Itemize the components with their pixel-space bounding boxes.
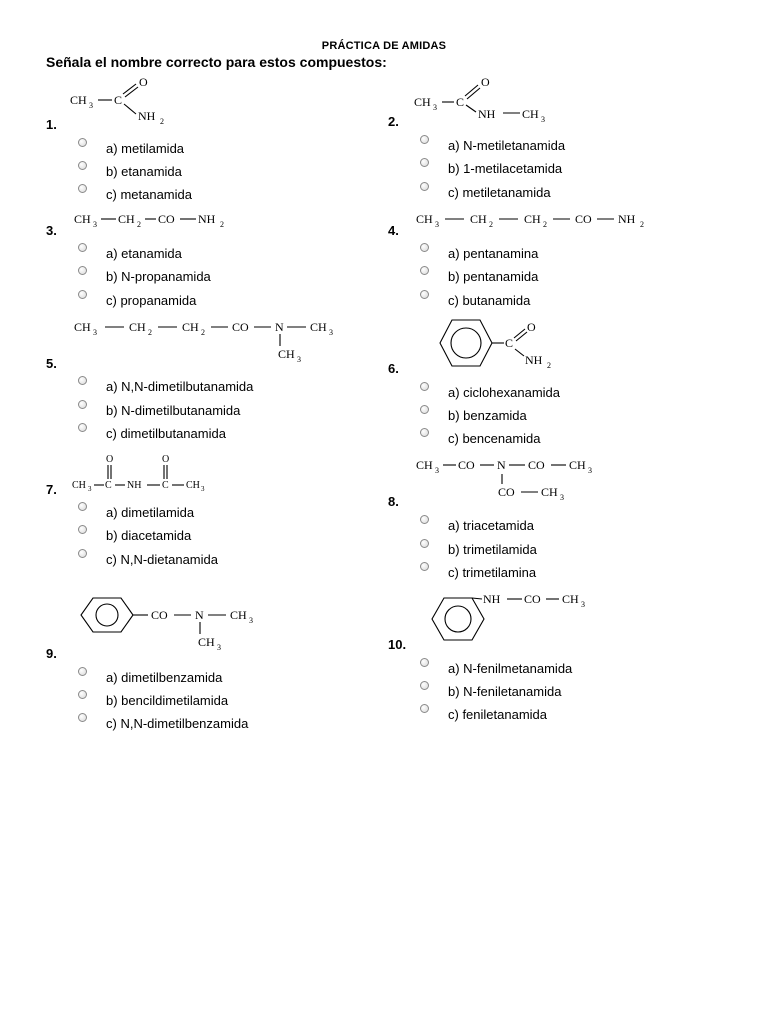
double-bond — [516, 332, 527, 341]
formula-text: NH — [483, 592, 501, 606]
question-number: 1. — [46, 117, 57, 132]
benzene-ring — [81, 598, 133, 632]
formula-text: NH — [478, 107, 496, 121]
formula-3 — [72, 206, 252, 232]
formula-9 — [78, 592, 278, 654]
formula-text: CH — [182, 320, 199, 334]
option-c[interactable] — [78, 423, 378, 443]
formula-text: N — [195, 608, 204, 622]
radio-button[interactable] — [420, 539, 429, 548]
formula-sub: 3 — [435, 466, 439, 475]
option-b[interactable] — [78, 690, 378, 710]
option-label: b) etanamida — [106, 164, 182, 179]
double-bond — [514, 329, 525, 338]
radio-button[interactable] — [78, 423, 87, 432]
bond — [472, 598, 482, 599]
option-label: a) pentanamina — [448, 246, 539, 261]
option-c[interactable] — [420, 290, 720, 310]
bond — [124, 104, 136, 114]
radio-button[interactable] — [420, 182, 429, 191]
benzene-ring — [96, 604, 118, 626]
formula-text: CO — [528, 458, 545, 472]
double-bond — [467, 88, 480, 99]
benzene-ring — [445, 606, 471, 632]
formula-text: CH — [72, 480, 86, 491]
radio-button[interactable] — [78, 376, 87, 385]
option-label: c) propanamida — [106, 293, 197, 308]
formula-sub: 3 — [249, 616, 253, 625]
option-label: a) N-metiletanamida — [448, 138, 566, 153]
option-label: b) trimetilamida — [448, 542, 537, 557]
option-b[interactable] — [78, 266, 378, 286]
option-c[interactable] — [420, 428, 720, 448]
option-a[interactable] — [78, 138, 378, 158]
formula-sub: 3 — [581, 600, 585, 609]
formula-sub: 2 — [137, 220, 141, 229]
radio-button[interactable] — [78, 525, 87, 534]
formula-sub: 3 — [88, 485, 92, 493]
option-label: c) N,N-dietanamida — [106, 552, 218, 567]
formula-text: CH — [569, 458, 586, 472]
question-number: 6. — [388, 361, 399, 376]
question-number: 8. — [388, 494, 399, 509]
formula-text: CH — [230, 608, 247, 622]
option-a[interactable] — [420, 515, 720, 535]
formula-sub: 2 — [220, 220, 224, 229]
option-label: c) bencenamida — [448, 431, 541, 446]
radio-button[interactable] — [420, 135, 429, 144]
radio-button[interactable] — [420, 405, 429, 414]
formula-sub: 3 — [435, 220, 439, 229]
radio-button[interactable] — [78, 161, 87, 170]
double-bond — [123, 84, 136, 94]
formula-sub: 2 — [640, 220, 644, 229]
formula-sub: 3 — [201, 485, 205, 493]
option-label: a) dimetilbenzamida — [106, 670, 223, 685]
formula-sub: 3 — [329, 328, 333, 337]
option-label: c) N,N-dimetilbenzamida — [106, 716, 249, 731]
formula-sub: 3 — [93, 328, 97, 337]
radio-button[interactable] — [78, 502, 87, 511]
formula-text: CH — [74, 212, 91, 226]
formula-sub: 2 — [547, 361, 551, 370]
formula-text: O — [481, 75, 490, 89]
formula-text: CH — [524, 212, 541, 226]
formula-5 — [72, 314, 362, 366]
formula-text: CO — [458, 458, 475, 472]
option-label: a) triacetamida — [448, 518, 534, 533]
radio-button[interactable] — [78, 266, 87, 275]
formula-text: CH — [74, 320, 91, 334]
formula-text: CO — [232, 320, 249, 334]
option-c[interactable] — [78, 713, 378, 733]
formula-text: CO — [151, 608, 168, 622]
formula-text: CO — [498, 485, 515, 499]
formula-text: C — [456, 95, 465, 109]
question-number: 10. — [388, 637, 407, 652]
radio-button[interactable] — [420, 428, 429, 437]
formula-text: C — [114, 93, 123, 107]
radio-button[interactable] — [420, 158, 429, 167]
formula-text: O — [527, 320, 536, 334]
formula-text: NH — [127, 480, 142, 491]
option-label: a) N,N-dimetilbutanamida — [106, 379, 254, 394]
option-label: b) 1-metilacetamida — [448, 161, 563, 176]
question-number: 2. — [388, 114, 399, 129]
formula-text: O — [106, 454, 114, 465]
radio-button[interactable] — [78, 400, 87, 409]
formula-text: NH — [525, 353, 543, 367]
bond — [515, 349, 524, 356]
formula-sub: 3 — [217, 643, 221, 652]
option-b[interactable] — [420, 681, 720, 701]
radio-button[interactable] — [420, 266, 429, 275]
radio-button[interactable] — [78, 290, 87, 299]
option-c[interactable] — [420, 182, 720, 202]
formula-sub: 3 — [588, 466, 592, 475]
formula-text: NH — [138, 109, 156, 123]
radio-button[interactable] — [78, 184, 87, 193]
radio-button[interactable] — [420, 681, 429, 690]
option-label: c) feniletanamida — [448, 707, 547, 722]
radio-button[interactable] — [420, 562, 429, 571]
radio-button[interactable] — [78, 138, 87, 147]
bond — [466, 105, 476, 112]
option-a[interactable] — [420, 243, 720, 263]
option-c[interactable] — [420, 704, 720, 724]
formula-text: CH — [278, 347, 295, 361]
formula-text: CH — [541, 485, 558, 499]
option-b[interactable] — [420, 266, 720, 286]
formula-sub: 2 — [489, 220, 493, 229]
formula-text: C — [105, 480, 112, 491]
option-c[interactable] — [420, 562, 720, 582]
formula-6 — [416, 314, 566, 374]
radio-button[interactable] — [78, 713, 87, 722]
formula-sub: 3 — [560, 493, 564, 502]
formula-sub: 3 — [433, 103, 437, 112]
formula-text: CH — [414, 95, 431, 109]
radio-button[interactable] — [78, 690, 87, 699]
option-a[interactable] — [420, 135, 720, 155]
question-number: 7. — [46, 482, 57, 497]
formula-text: CH — [186, 480, 200, 491]
option-c[interactable] — [78, 290, 378, 310]
option-a[interactable] — [78, 667, 378, 687]
formula-text: CH — [416, 458, 433, 472]
option-label: c) metiletanamida — [448, 185, 551, 200]
formula-1 — [68, 74, 188, 130]
option-label: a) metilamida — [106, 141, 185, 156]
option-a[interactable] — [420, 382, 720, 402]
option-b[interactable] — [420, 405, 720, 425]
formula-text: CH — [118, 212, 135, 226]
option-label: a) ciclohexanamida — [448, 385, 561, 400]
option-label: b) N-dimetilbutanamida — [106, 403, 241, 418]
radio-button[interactable] — [420, 243, 429, 252]
formula-text: O — [162, 454, 170, 465]
formula-text: C — [505, 336, 514, 350]
option-b[interactable] — [420, 539, 720, 559]
option-label: b) pentanamida — [448, 269, 539, 284]
page-title: PRÁCTICA DE AMIDAS — [321, 40, 447, 52]
option-a[interactable] — [420, 658, 720, 678]
option-c[interactable] — [78, 549, 378, 569]
option-label: b) N-feniletanamida — [448, 684, 562, 699]
formula-text: C — [162, 480, 169, 491]
formula-sub: 3 — [297, 355, 301, 364]
option-b[interactable] — [78, 525, 378, 545]
option-label: c) trimetilamina — [448, 565, 537, 580]
option-label: a) etanamida — [106, 246, 182, 261]
formula-text: CH — [198, 635, 215, 649]
option-a[interactable] — [78, 502, 378, 522]
formula-text: N — [497, 458, 506, 472]
formula-sub: 2 — [148, 328, 152, 337]
option-c[interactable] — [78, 184, 378, 204]
formula-sub: 3 — [93, 220, 97, 229]
formula-text: NH — [618, 212, 636, 226]
radio-button[interactable] — [420, 382, 429, 391]
formula-text: O — [139, 75, 148, 89]
formula-10 — [426, 586, 616, 646]
formula-text: CO — [575, 212, 592, 226]
option-label: c) butanamida — [448, 293, 531, 308]
option-label: c) metanamida — [106, 187, 192, 202]
benzene-ring — [440, 320, 492, 366]
formula-8 — [414, 452, 614, 504]
radio-button[interactable] — [420, 290, 429, 299]
formula-text: CH — [522, 107, 539, 121]
question-number: 9. — [46, 646, 57, 661]
option-label: a) N-fenilmetanamida — [448, 661, 573, 676]
radio-button[interactable] — [420, 658, 429, 667]
option-label: b) benzamida — [448, 408, 527, 423]
formula-7 — [70, 452, 220, 496]
option-b[interactable] — [78, 161, 378, 181]
formula-text: CO — [524, 592, 541, 606]
option-label: a) dimetilamida — [106, 505, 195, 520]
formula-text: CO — [158, 212, 175, 226]
option-label: b) bencildimetilamida — [106, 693, 229, 708]
formula-sub: 2 — [201, 328, 205, 337]
formula-sub: 2 — [543, 220, 547, 229]
formula-4 — [414, 206, 664, 232]
formula-text: CH — [310, 320, 327, 334]
formula-sub: 2 — [160, 117, 164, 126]
option-a[interactable] — [78, 243, 378, 263]
double-bond — [125, 87, 138, 97]
formula-sub: 3 — [89, 101, 93, 110]
radio-button[interactable] — [78, 243, 87, 252]
formula-2 — [412, 72, 582, 122]
option-label: b) N-propanamida — [106, 269, 211, 284]
benzene-ring — [432, 598, 484, 640]
radio-button[interactable] — [78, 667, 87, 676]
formula-text: CH — [129, 320, 146, 334]
question-number: 4. — [388, 223, 399, 238]
option-b[interactable] — [78, 400, 378, 420]
radio-button[interactable] — [420, 515, 429, 524]
instruction: Señala el nombre correcto para estos compuestos: — [46, 54, 387, 70]
radio-button[interactable] — [78, 549, 87, 558]
question-number: 5. — [46, 356, 57, 371]
option-label: b) diacetamida — [106, 528, 192, 543]
formula-text: CH — [562, 592, 579, 606]
formula-sub: 3 — [541, 115, 545, 124]
formula-text: CH — [470, 212, 487, 226]
formula-text: N — [275, 320, 284, 334]
double-bond — [465, 85, 478, 96]
option-b[interactable] — [420, 158, 720, 178]
benzene-ring — [451, 328, 481, 358]
question-number: 3. — [46, 223, 57, 238]
formula-text: NH — [198, 212, 216, 226]
option-label: c) dimetilbutanamida — [106, 426, 226, 441]
formula-text: CH — [70, 93, 87, 107]
option-a[interactable] — [78, 376, 378, 396]
formula-text: CH — [416, 212, 433, 226]
radio-button[interactable] — [420, 704, 429, 713]
